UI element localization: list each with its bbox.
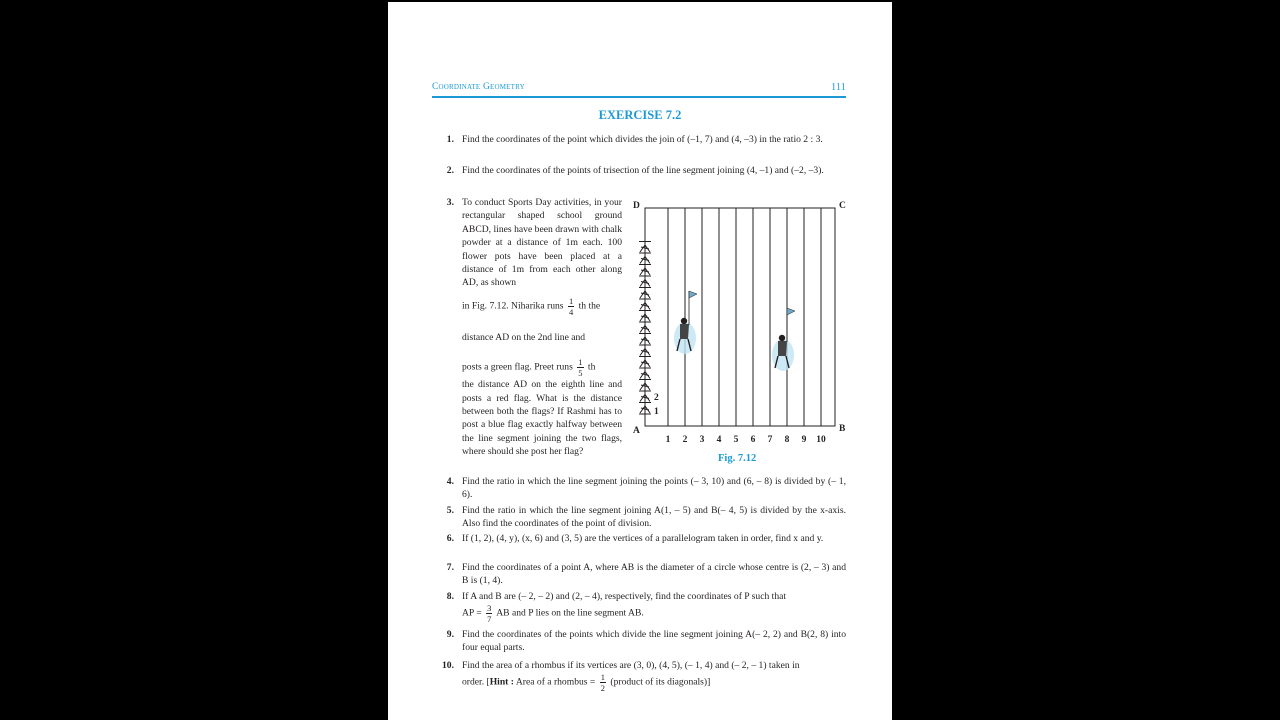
x-tick-label: 3 xyxy=(699,435,705,445)
denominator: 7 xyxy=(487,614,492,625)
flower-pots xyxy=(640,244,650,413)
flower-pot-icon xyxy=(640,267,650,275)
fraction-one-fifth xyxy=(577,357,583,378)
question-text: Find the ratio in which the line segment joining the points (– 3, 10) and (6, – 8) is divided by (– 1, 6). xyxy=(462,476,846,501)
y-tick-label: 2 xyxy=(654,393,659,403)
flower-pot-icon xyxy=(640,371,650,379)
text-segment: th xyxy=(587,361,596,373)
chalk-lines xyxy=(668,208,821,426)
flower-pot-icon xyxy=(640,394,650,402)
x-tick-label: 5 xyxy=(733,435,739,445)
text-segment: in Fig. 7.12. Niharika runs xyxy=(462,300,564,312)
question-text xyxy=(462,590,846,624)
question-text: Find the coordinates of the point which divides the join of (–1, 7) and (4, –3) in the ratio 2 : 3. xyxy=(462,134,823,145)
figure-caption: Fig. 7.12 xyxy=(718,453,757,464)
flower-pot-icon xyxy=(640,290,650,298)
question-text: Find the coordinates of the points which divide the line segment joining A(– 2, 2) and B(2, 8) into four equal parts. xyxy=(462,629,846,654)
question-number: 1. xyxy=(446,134,454,145)
text-segment: order. [ xyxy=(462,677,490,689)
question-number: 6. xyxy=(446,533,454,544)
flower-pot-icon xyxy=(640,279,650,287)
text-segment: If A and B are (– 2, – 2) and (2, – 4), respectively, find the coordinates of P such that xyxy=(462,591,787,602)
question-3-part3: distance AD on the 2nd line and xyxy=(462,331,586,343)
question-text xyxy=(462,196,622,459)
corner-label-c: C xyxy=(839,201,846,211)
x-tick-label: 6 xyxy=(750,435,756,445)
flower-pot-icon xyxy=(640,313,650,321)
question-number: 5. xyxy=(446,505,454,516)
text-segment: Area of a rhombus = xyxy=(513,677,596,689)
fraction-one-fourth xyxy=(568,296,574,317)
denominator: 4 xyxy=(568,306,574,317)
ground-rectangle xyxy=(645,208,835,426)
exercise-title: EXERCISE 7.2 xyxy=(598,108,682,122)
y-tick-label: 1 xyxy=(654,407,659,417)
question-number: 3. xyxy=(446,197,454,208)
textbook-page xyxy=(388,2,892,720)
question-number: 4. xyxy=(446,476,454,487)
flower-pot-icon xyxy=(640,348,650,356)
question-3-part1: To conduct Sports Day activities, in your rectangular shaped school ground ABCD, lines have been drawn with chalk powder at a distance of 1m each. 100 flower pots have been placed at a distance of 1m from each other along AD, as shown xyxy=(462,197,622,289)
question-number: 7. xyxy=(446,562,454,573)
question-text xyxy=(462,659,846,693)
question-number: 2. xyxy=(446,165,454,176)
numerator: 3 xyxy=(487,603,492,614)
flower-pot-icon xyxy=(640,244,650,252)
chapter-title: Coordinate Geometry xyxy=(432,82,525,92)
hint-label: Hint : xyxy=(489,677,514,689)
x-tick-label: 8 xyxy=(784,435,790,445)
question-number: 9. xyxy=(446,629,454,640)
text-segment: AP = xyxy=(462,608,482,620)
x-tick-label: 4 xyxy=(716,435,722,445)
corner-label-b: B xyxy=(839,424,846,434)
text-segment: th the xyxy=(578,300,601,312)
question-number: 8. xyxy=(446,591,454,602)
corner-label-a: A xyxy=(633,426,640,436)
question-3-part4 xyxy=(462,357,622,378)
numerator: 1 xyxy=(568,295,574,306)
denominator: 2 xyxy=(600,683,605,694)
sports-ground-figure xyxy=(633,198,848,453)
question-3-part2 xyxy=(462,296,622,317)
x-tick-label: 2 xyxy=(682,435,688,445)
question-3-part5: the distance AD on the eighth line and posts a red flag. What is the distance between both the flags? If Rashmi has to post a blue flag exactly halfway between the line segment joining the two flags, where should she post her flag? xyxy=(462,379,622,458)
question-text: If (1, 2), (4, y), (x, 6) and (3, 5) are the vertices of a parallelogram taken in order, find x and y. xyxy=(462,533,824,544)
text-segment: Find the area of a rhombus if its vertices are (3, 0), (4, 5), (– 1, 4) and (– 2, – 1) taken in xyxy=(462,660,800,671)
page-header xyxy=(432,82,846,98)
question-10-line2 xyxy=(462,672,846,693)
numerator: 1 xyxy=(600,672,605,683)
flower-pot-icon xyxy=(640,405,650,413)
question-number: 10. xyxy=(442,660,454,671)
fraction-one-half xyxy=(600,672,606,693)
question-text: Find the coordinates of a point A, where AB is the diameter of a circle whose centre is (2, – 3) and B is (1, 4). xyxy=(462,562,846,587)
runner-with-flag-icon xyxy=(772,308,795,371)
corner-label-d: D xyxy=(633,201,640,211)
flower-pot-icon xyxy=(640,256,650,264)
question-8-line2 xyxy=(462,603,846,624)
text-segment: AB and P lies on the line segment AB. xyxy=(496,608,644,620)
x-tick-label: 1 xyxy=(665,435,671,445)
page-number: 111 xyxy=(831,82,846,93)
question-text: Find the ratio in which the line segment joining A(1, – 5) and B(– 4, 5) is divided by the x-axis. Also find the coordinates of the point of division. xyxy=(462,505,846,530)
flower-pot-icon xyxy=(640,302,650,310)
flower-pot-icon xyxy=(640,382,650,390)
question-text: Find the coordinates of the points of trisection of the line segment joining (4, –1) and (–2, –3). xyxy=(462,165,824,176)
flower-pot-icon xyxy=(640,336,650,344)
flower-pot-icon xyxy=(640,325,650,333)
x-tick-label: 9 xyxy=(801,435,807,445)
x-tick-labels xyxy=(666,435,826,445)
denominator: 5 xyxy=(578,368,583,379)
x-tick-label: 7 xyxy=(767,435,773,445)
flower-pot-icon xyxy=(640,359,650,367)
fraction-three-sevenths xyxy=(486,603,492,624)
numerator: 1 xyxy=(578,357,583,368)
text-segment: (product of its diagonals)] xyxy=(610,677,711,689)
x-tick-label: 10 xyxy=(816,435,826,445)
text-segment: posts a green flag. Preet runs xyxy=(462,361,573,373)
